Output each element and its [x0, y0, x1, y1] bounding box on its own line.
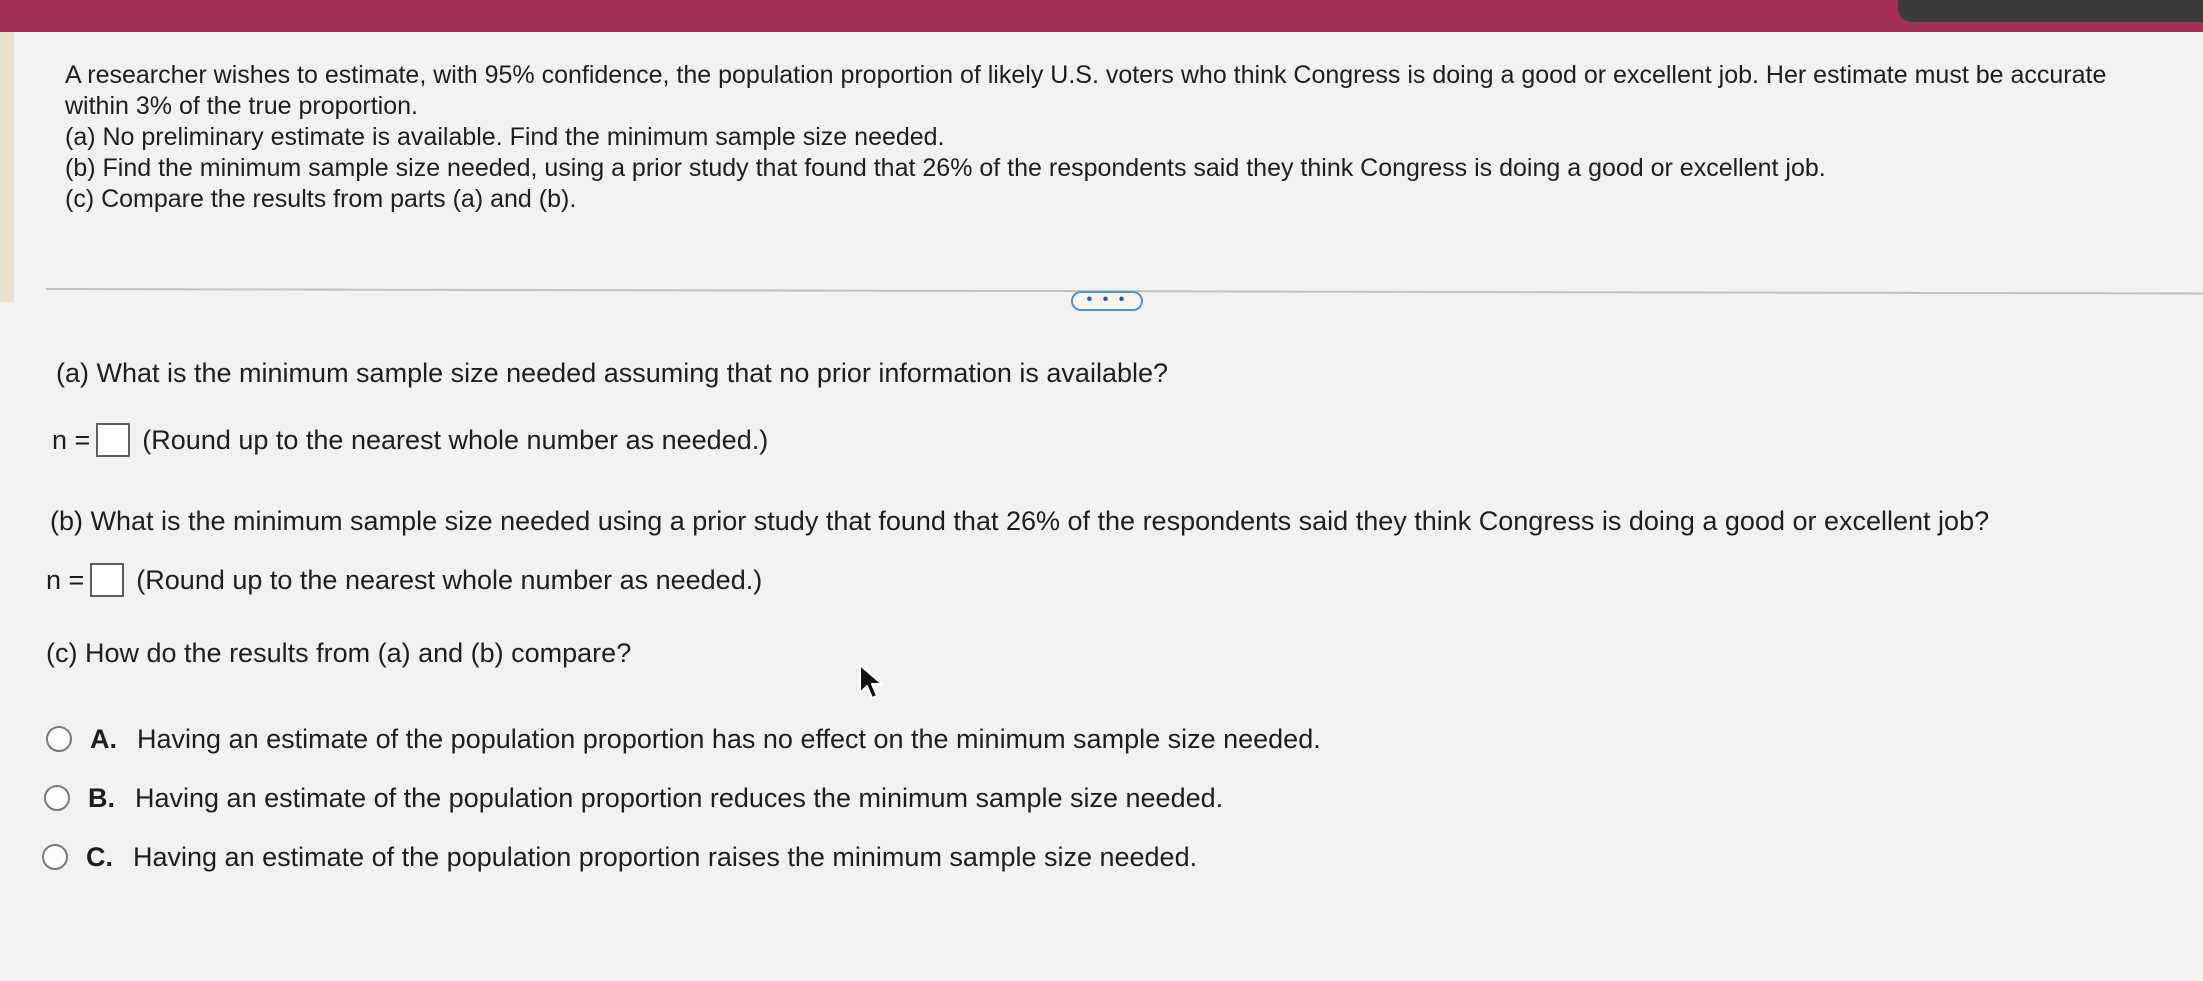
top-bar — [0, 0, 2203, 32]
radio-icon[interactable] — [44, 785, 70, 811]
option-b[interactable] — [44, 781, 1223, 815]
option-text-b: Having an estimate of the population proportion reduces the minimum sample size needed. — [135, 783, 1224, 813]
option-c[interactable] — [42, 840, 1197, 874]
answer-row-a — [52, 423, 768, 457]
question-b: (b) What is the minimum sample size needed using a prior study that found that 26% of the respondents said they think Congress is doing a good or excellent job? — [50, 506, 1990, 536]
mouse-pointer-icon — [858, 663, 888, 703]
more-options-icon[interactable]: • • • — [1071, 291, 1143, 311]
answer-input-b[interactable] — [90, 563, 124, 597]
option-a[interactable] — [46, 722, 1321, 756]
n-label-b: n = — [46, 565, 85, 595]
left-accent-strip — [0, 32, 14, 302]
radio-icon[interactable] — [46, 726, 72, 752]
problem-statement — [65, 60, 2165, 215]
problem-part-b: (b) Find the minimum sample size needed, using a prior study that found that 26% of the respondents said they think Congress is doing a good or excellent job. — [65, 154, 1826, 182]
problem-part-c: (c) Compare the results from parts (a) and (b). — [65, 185, 577, 213]
answer-row-b — [46, 563, 762, 597]
round-hint-b: (Round up to the nearest whole number as needed.) — [136, 565, 763, 595]
option-letter-a: A. — [90, 724, 117, 754]
answer-input-a[interactable] — [96, 423, 130, 457]
problem-intro: A researcher wishes to estimate, with 95% confidence, the population proportion of likely U.S. voters who think Congress is doing a good or excellent job. Her estimate must be accurate within 3% of the true proportion. — [65, 61, 2107, 120]
question-c: (c) How do the results from (a) and (b) compare? — [46, 638, 632, 668]
option-text-c: Having an estimate of the population proportion raises the minimum sample size needed. — [133, 842, 1198, 872]
problem-part-a: (a) No preliminary estimate is available. Find the minimum sample size needed. — [65, 123, 945, 151]
round-hint-a: (Round up to the nearest whole number as needed.) — [142, 425, 769, 455]
question-a: (a) What is the minimum sample size needed assuming that no prior information is available? — [56, 358, 1169, 388]
option-letter-b: B. — [88, 783, 115, 813]
n-label-a: n = — [52, 425, 91, 455]
top-bar-tab — [1898, 0, 2203, 22]
radio-icon[interactable] — [42, 844, 68, 870]
option-text-a: Having an estimate of the population proportion has no effect on the minimum sample size needed. — [137, 724, 1321, 754]
option-letter-c: C. — [86, 842, 113, 872]
